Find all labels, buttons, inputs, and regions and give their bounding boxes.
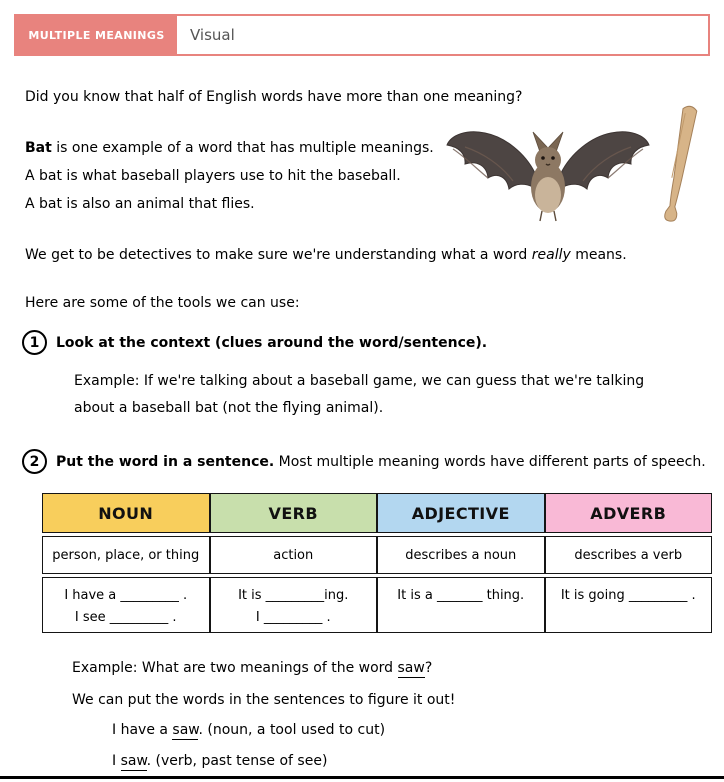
saw-verb-example: I saw. (verb, past tense of see) — [112, 753, 328, 769]
saw-question-text: Example: What are two meanings of the word saw? — [72, 660, 433, 676]
lesson-title-input[interactable] — [177, 16, 708, 54]
saw-noun-example: I have a saw. (noun, a tool used to cut) — [112, 722, 386, 738]
adjective-sentence-cell: It is a _______ thing. — [377, 577, 545, 633]
table-sentence-row — [42, 577, 712, 633]
bat-example-line-3: A bat is also an animal that flies. — [25, 196, 255, 212]
tool-1-title: Look at the context (clues around the word/sentence). — [56, 334, 488, 351]
figure-it-out-text: We can put the words in the sentences to figure it out! — [72, 692, 456, 708]
bat-word-bold: Bat — [25, 140, 52, 156]
adverb-definition-cell: describes a verb — [545, 536, 713, 574]
noun-sentence-cell: I have a _________ . I see _________ . — [42, 577, 210, 633]
baseball-bat-icon — [663, 105, 697, 222]
saw-underlined: saw — [397, 660, 425, 676]
circled-number-1: 1 — [22, 330, 47, 355]
verb-sentence-cell: It is _________ing. I _________ . — [210, 577, 378, 633]
adjective-definition-cell: describes a noun — [377, 536, 545, 574]
tool-item-2 — [22, 449, 706, 474]
lesson-tag-badge — [16, 16, 177, 54]
tool-1-example: Example: If we're talking about a baseball game, we can guess that we're talking about a baseball bat (not the flying animal). — [74, 373, 645, 416]
table-definition-row — [42, 536, 712, 574]
saw-underlined: saw — [172, 722, 199, 738]
lesson-title-text: Visual — [190, 26, 235, 44]
circled-number-2: 2 — [22, 449, 47, 474]
parts-of-speech-table — [42, 490, 712, 636]
adverb-sentence-cell: It is going _________ . — [545, 577, 713, 633]
saw-underlined: saw — [120, 753, 147, 769]
detective-text: We get to be detectives to make sure we're understanding what a word really means. — [25, 247, 627, 263]
intro-question-text: Did you know that half of English words have more than one meaning? — [25, 89, 523, 105]
adjective-header-cell: ADJECTIVE — [377, 493, 545, 533]
bat-illustrations — [443, 101, 715, 235]
bat-example-line-2: A bat is what baseball players use to hit the baseball. — [25, 168, 401, 184]
lesson-header-bar — [14, 14, 710, 56]
noun-header-cell: NOUN — [42, 493, 210, 533]
flying-bat-icon — [447, 132, 649, 221]
tool-item-1 — [22, 330, 487, 355]
verb-definition-cell: action — [210, 536, 378, 574]
table-header-row — [42, 493, 712, 533]
adverb-header-cell: ADVERB — [545, 493, 713, 533]
bat-example-line-1: Bat is one example of a word that has multiple meanings. — [25, 140, 434, 156]
verb-header-cell: VERB — [210, 493, 378, 533]
lesson-tag-label: MULTIPLE MEANINGS — [28, 28, 165, 42]
tools-intro-text: Here are some of the tools we can use: — [25, 295, 300, 311]
page-bottom-divider — [0, 776, 724, 779]
really-italic: really — [531, 247, 571, 263]
tool-2-title: Put the word in a sentence. Most multiple meaning words have different parts of speech. — [56, 453, 706, 470]
noun-definition-cell: person, place, or thing — [42, 536, 210, 574]
